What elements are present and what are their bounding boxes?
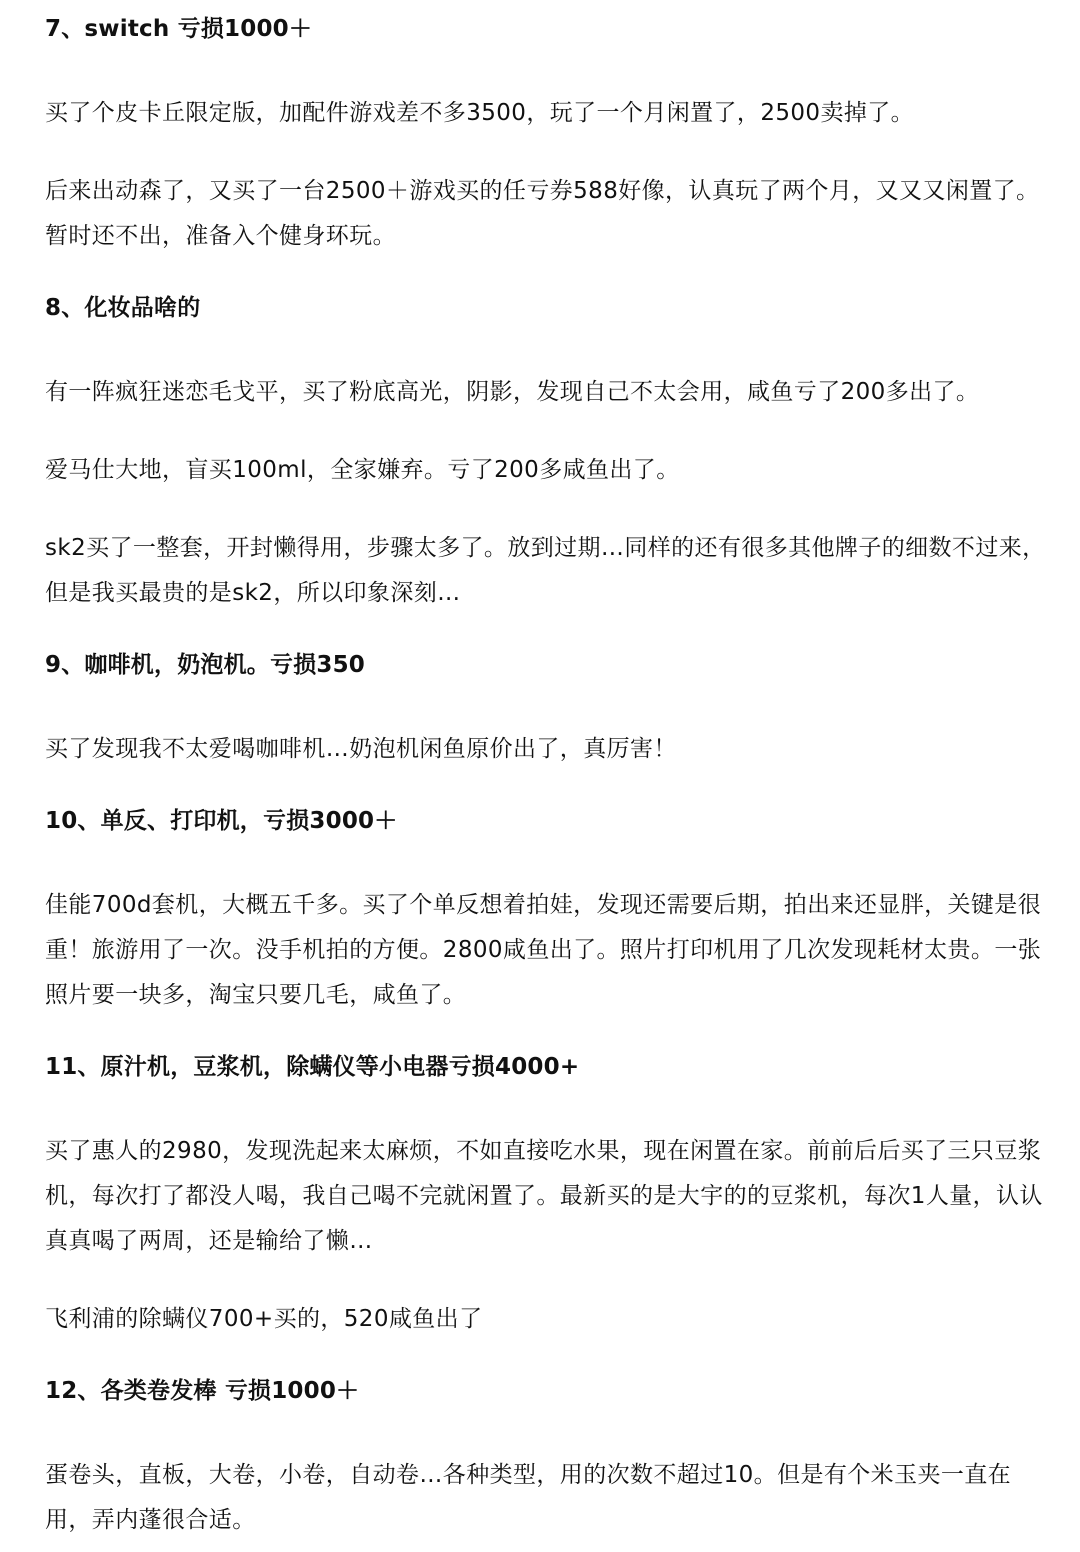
paragraph: 有一阵疯狂迷恋毛戈平，买了粉底高光，阴影，发现自己不太会用，咸鱼亏了200多出了。 — [45, 379, 980, 405]
paragraph: 佳能700d套机，大概五千多。买了个单反想着拍娃，发现还需要后期，拍出来还显胖，关键是很重！旅游用了一次。没手机拍的方便。2800咸鱼出了。照片打印机用了几次发现耗材太贵。一张照片要一块多，淘宝只要几毛，咸鱼了。 — [45, 892, 1042, 1008]
paragraph: 蛋卷头，直板，大卷，小卷，自动卷…各种类型，用的次数不超过10。但是有个米玉夹一直在用，弄内蓬很合适。 — [45, 1462, 1012, 1533]
paragraph: 买了惠人的2980，发现洗起来太麻烦，不如直接吃水果，现在闲置在家。前前后后买了三只豆浆机，每次打了都没人喝，我自己喝不完就闲置了。最新买的是大宇的的豆浆机，每次1人量，认认真真喝了两周，还是输给了懒… — [45, 1138, 1043, 1254]
section-heading-8: 8、化妆品啥的 — [45, 295, 201, 321]
section-heading-12: 12、各类卷发棒 亏损1000＋ — [45, 1378, 360, 1404]
paragraph: 买了个皮卡丘限定版，加配件游戏差不多3500，玩了一个月闲置了，2500卖掉了。 — [45, 100, 915, 126]
paragraph: 飞利浦的除螨仪700+买的，520咸鱼出了 — [45, 1306, 483, 1332]
section-heading-9: 9、咖啡机，奶泡机。亏损350 — [45, 652, 366, 678]
paragraph: 买了发现我不太爱喝咖啡机…奶泡机闲鱼原价出了，真厉害！ — [45, 736, 677, 762]
paragraph: sk2买了一整套，开封懒得用，步骤太多了。放到过期…同样的还有很多其他牌子的细数不过来，但是我买最贵的是sk2，所以印象深刻… — [45, 535, 1046, 606]
section-heading-10: 10、单反、打印机，亏损3000＋ — [45, 808, 398, 834]
section-heading-7: 7、switch 亏损1000＋ — [45, 16, 313, 42]
paragraph: 后来出动森了，又买了一台2500＋游戏买的任亏券588好像，认真玩了两个月，又又又闲置了。暂时还不出，准备入个健身环玩。 — [45, 178, 1040, 249]
paragraph: 爱马仕大地，盲买100ml，全家嫌弃。亏了200多咸鱼出了。 — [45, 457, 680, 483]
section-heading-11: 11、原汁机，豆浆机，除螨仪等小电器亏损4000+ — [45, 1054, 580, 1080]
